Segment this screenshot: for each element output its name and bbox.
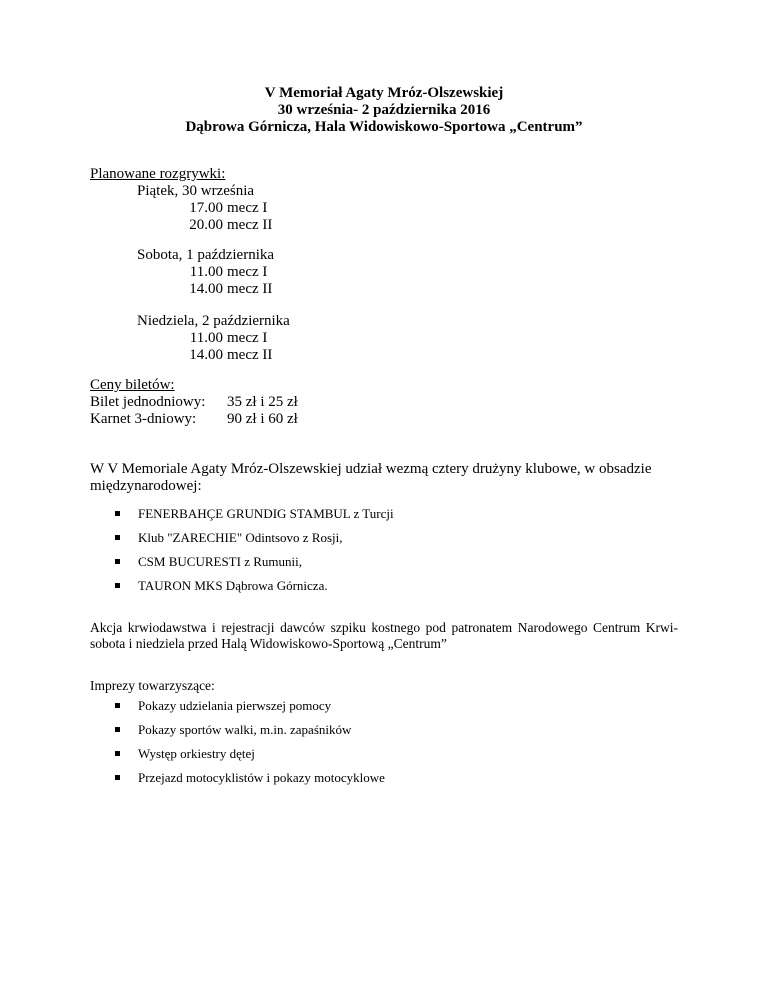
square-bullet-icon xyxy=(115,727,120,732)
match-label: mecz I xyxy=(227,264,268,280)
square-bullet-icon xyxy=(115,511,120,516)
team-name: FENERBAHÇE GRUNDIG STAMBUL z Turcji xyxy=(138,506,394,521)
price-row xyxy=(90,394,298,411)
match-label: mecz II xyxy=(227,347,273,363)
schedule-day-saturday xyxy=(137,247,274,298)
list-item xyxy=(114,506,394,522)
document-header xyxy=(0,85,768,136)
header-venue: Dąbrowa Górnicza, Hala Widowiskowo-Sportowa „Centrum” xyxy=(185,119,583,135)
schedule-day-sunday xyxy=(137,313,290,364)
match-time: 20.00 xyxy=(189,217,223,233)
match-row xyxy=(137,217,272,234)
match-time: 14.00 xyxy=(189,347,223,363)
match-label: mecz I xyxy=(227,330,268,346)
header-title: V Memoriał Agaty Mróz-Olszewskiej xyxy=(264,85,504,101)
match-label: mecz II xyxy=(227,217,273,233)
teams-list xyxy=(114,506,394,594)
blood-drive-paragraph: Akcja krwiodawstwa i rejestracji dawców szpiku kostnego pod patronatem Narodowego Centrum Krwi- sobota i niedziela przed Halą Widowiskowo-Sportową „Centrum” xyxy=(90,620,678,651)
match-row xyxy=(137,264,274,281)
match-row xyxy=(137,330,290,347)
prices-heading: Ceny biletów: xyxy=(90,377,175,393)
square-bullet-icon xyxy=(115,775,120,780)
price-row xyxy=(90,411,298,428)
price-value: 90 zł i 60 zł xyxy=(227,411,298,427)
match-label: mecz I xyxy=(227,200,268,216)
match-time: 11.00 xyxy=(189,330,223,346)
list-item xyxy=(114,530,394,546)
day-title: Piątek, 30 września xyxy=(137,183,255,199)
teams-intro: W V Memoriale Agaty Mróz-Olszewskiej udział wezmą cztery drużyny klubowe, w obsadzie międzynarodowej: xyxy=(90,461,652,494)
match-row xyxy=(137,281,274,298)
list-item xyxy=(114,698,385,714)
square-bullet-icon xyxy=(115,559,120,564)
header-dates: 30 września- 2 października 2016 xyxy=(277,102,491,118)
match-row xyxy=(137,200,272,217)
match-time: 14.00 xyxy=(189,281,223,297)
price-name: Karnet 3-dniowy: xyxy=(90,411,197,427)
day-title: Sobota, 1 października xyxy=(137,247,275,263)
event-name: Pokazy udzielania pierwszej pomocy xyxy=(138,698,332,713)
list-item xyxy=(114,578,394,594)
square-bullet-icon xyxy=(115,583,120,588)
square-bullet-icon xyxy=(115,751,120,756)
event-name: Pokazy sportów walki, m.in. zapaśników xyxy=(138,722,352,737)
team-name: Klub "ZARECHIE" Odintsovo z Rosji, xyxy=(138,530,343,545)
list-item xyxy=(114,746,385,762)
event-name: Występ orkiestry dętej xyxy=(138,746,255,761)
schedule-heading: Planowane rozgrywki: xyxy=(90,166,226,182)
schedule-day-friday xyxy=(137,183,272,234)
list-item xyxy=(114,722,385,738)
square-bullet-icon xyxy=(115,535,120,540)
events-list xyxy=(114,698,385,786)
match-time: 17.00 xyxy=(189,200,223,216)
match-label: mecz II xyxy=(227,281,273,297)
events-heading: Imprezy towarzyszące: xyxy=(90,678,215,693)
team-name: TAURON MKS Dąbrowa Górnicza. xyxy=(138,578,328,593)
list-item xyxy=(114,770,385,786)
list-item xyxy=(114,554,394,570)
team-name: CSM BUCURESTI z Rumunii, xyxy=(138,554,302,569)
day-title: Niedziela, 2 października xyxy=(137,313,290,329)
square-bullet-icon xyxy=(115,703,120,708)
match-time: 11.00 xyxy=(189,264,223,280)
event-name: Przejazd motocyklistów i pokazy motocyklowe xyxy=(138,770,385,785)
price-name: Bilet jednodniowy: xyxy=(90,394,206,410)
match-row xyxy=(137,347,290,364)
price-value: 35 zł i 25 zł xyxy=(227,394,298,410)
